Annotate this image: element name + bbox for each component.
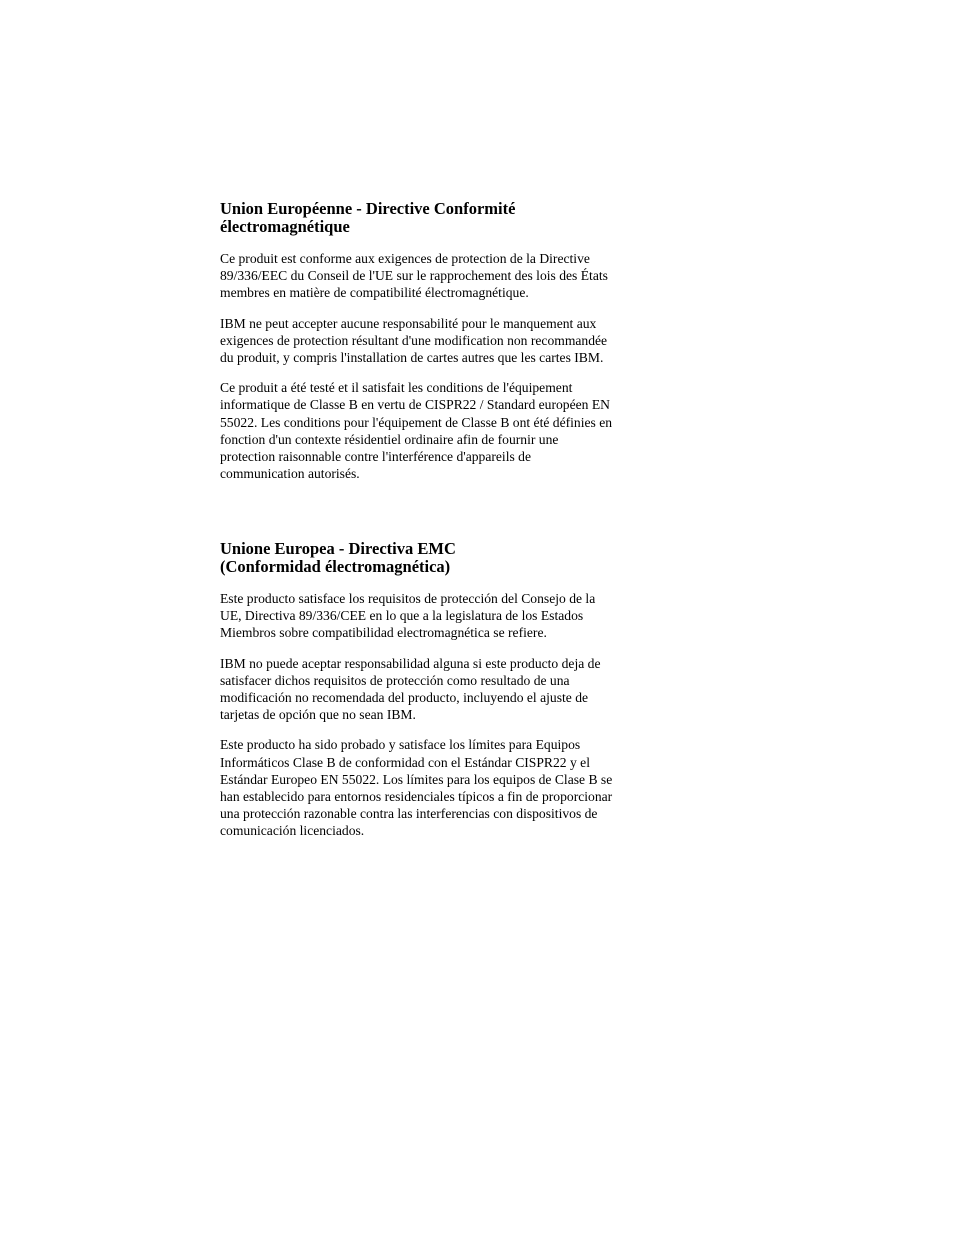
section-eu-spanish: [220, 540, 640, 853]
paragraph: [220, 655, 640, 724]
section-title: [220, 200, 640, 236]
text-line: Este producto satisface los requisitos de protección del Consejo de la: [220, 591, 596, 606]
text-line: han establecido para entornos residenciales típicos a fin de proporcionar: [220, 789, 613, 805]
text-line: exigences de protection résultant d'une modification non recommandée: [220, 332, 608, 348]
paragraph: [220, 250, 640, 302]
text-line: 55022. Les conditions pour l'équipement de Classe B ont été définies en: [220, 414, 613, 430]
text-line: Ce produit est conforme aux exigences de protection de la Directive: [220, 251, 590, 266]
title-line: Unione Europea - Directiva EMC: [220, 539, 456, 558]
title-line: électromagnétique: [220, 217, 350, 236]
text-line: communication autorisés.: [220, 466, 360, 482]
paragraph: [220, 315, 640, 367]
text-line: comunicación licenciados.: [220, 823, 365, 839]
text-line: informatique de Classe B en vertu de CISPR22 / Standard européen EN: [220, 397, 610, 413]
text-line: membres en matière de compatibilité électromagnétique.: [220, 285, 529, 301]
text-line: Estándar Europeo EN 55022. Los límites para los equipos de Clase B se: [220, 771, 613, 787]
paragraph: [220, 736, 640, 839]
text-line: 89/336/EEC du Conseil de l'UE sur le rapprochement des lois des États: [220, 268, 608, 284]
text-line: IBM ne peut accepter aucune responsabilité pour le manquement aux: [220, 315, 597, 331]
text-line: protection raisonnable contre l'interférence d'appareils de: [220, 449, 531, 465]
text-line: una protección razonable contra las interferencias con dispositivos de: [220, 806, 598, 822]
text-line: Este producto ha sido probado y satisface los límites para Equipos: [220, 737, 581, 753]
section-eu-french: [220, 200, 640, 495]
section-title: [220, 540, 640, 576]
text-line: du produit, y compris l'installation de cartes autres que les cartes IBM.: [220, 350, 604, 366]
paragraph: [220, 590, 640, 642]
paragraph: [220, 379, 640, 482]
text-line: IBM no puede aceptar responsabilidad alguna si este producto deja de: [220, 655, 601, 671]
text-line: fonction d'un contexte résidentiel ordinaire afin de fournir une: [220, 431, 559, 447]
text-line: modificación no recomendada del producto, incluyendo el ajuste de: [220, 690, 589, 706]
text-line: satisfacer dichos requisitos de protección como resultado de una: [220, 672, 570, 688]
text-line: Miembros sobre compatibilidad electromagnética se refiere.: [220, 625, 547, 641]
text-line: tarjetas de opción que no sean IBM.: [220, 707, 416, 723]
text-line: UE, Directiva 89/336/CEE en lo que a la legislatura de los Estados: [220, 608, 584, 624]
text-line: Ce produit a été testé et il satisfait les conditions de l'équipement: [220, 380, 573, 396]
title-line: Union Européenne - Directive Conformité: [220, 199, 516, 218]
text-line: Informáticos Clase B de conformidad con el Estándar CISPR22 y el: [220, 754, 590, 770]
title-line: (Conformidad électromagnética): [220, 557, 451, 576]
